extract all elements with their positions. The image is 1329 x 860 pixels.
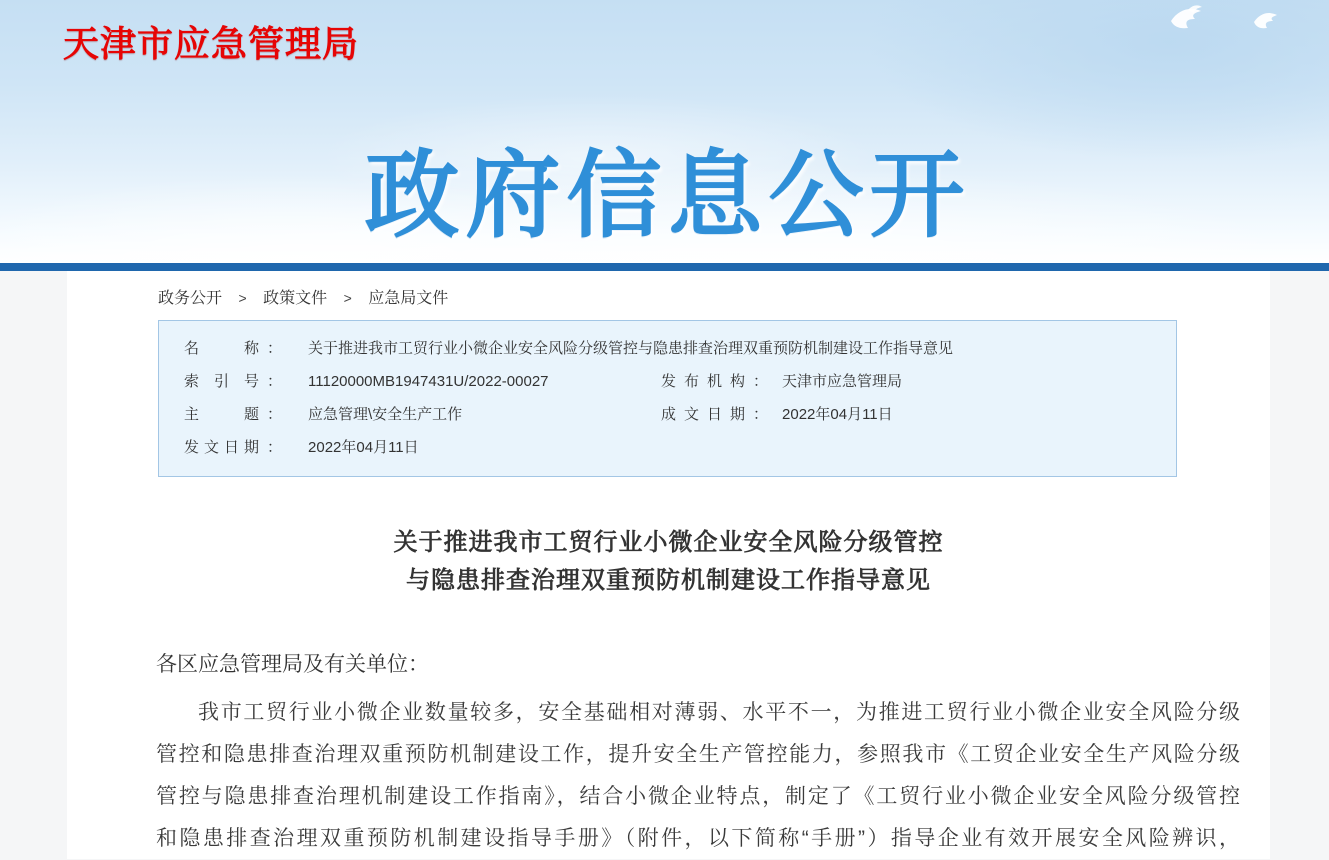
paragraph-line: 我市工贸行业小微企业数量较多，安全基础相对薄弱、水平不一，为推进工贸行业小微企业安全风险分级 — [198, 701, 1240, 724]
meta-col-publisher — [661, 365, 902, 398]
meta-publisher-value: 天津市应急管理局 — [782, 373, 903, 390]
document-title — [67, 524, 1270, 600]
content-panel — [67, 271, 1270, 859]
breadcrumb-item-yingjijuwenjian[interactable]: 应急局文件 — [368, 290, 449, 307]
meta-subject-value: 应急管理\安全生产工作 — [308, 406, 463, 423]
paragraph-line: 和隐患排查治理双重预防机制建设指导手册》（附件，以下简称“手册”）指导企业有效开展安全风险辨识， — [156, 827, 1240, 850]
meta-colon: ： — [753, 406, 769, 423]
blue-divider-bar — [0, 263, 1329, 271]
dove-icon — [1168, 4, 1210, 32]
meta-publisher-label: 发布机构 — [661, 373, 745, 390]
meta-row-name — [159, 332, 1176, 365]
salutation: 各区应急管理局及有关单位： — [156, 653, 429, 676]
meta-name-value: 关于推进我市工贸行业小微企业安全风险分级管控与隐患排查治理双重预防机制建设工作指导意见 — [308, 340, 954, 357]
dove-icon — [1252, 9, 1282, 31]
meta-colon: ： — [753, 373, 769, 390]
meta-name-label: 名称 — [184, 340, 259, 357]
meta-subject-label: 主题 — [184, 406, 259, 423]
meta-row-index — [159, 365, 1176, 398]
banner-title: 政府信息公开 — [364, 143, 971, 249]
header-banner — [0, 0, 1329, 263]
document-title-line1: 关于推进我市工贸行业小微企业安全风险分级管控 — [393, 529, 944, 556]
breadcrumb-item-zhengwugongkai[interactable]: 政务公开 — [158, 290, 223, 307]
document-title-line2: 与隐患排查治理双重预防机制建设工作指导意见 — [406, 567, 931, 594]
meta-row-subject — [159, 398, 1176, 431]
paragraph-line: 管控和隐患排查治理双重预防机制建设工作，提升安全生产管控能力，参照我市《工贸企业安全生产风险分级 — [156, 743, 1240, 766]
meta-index-label: 索引号 — [184, 373, 259, 390]
paragraph-line: 管控与隐患排查治理机制建设工作指南》，结合小微企业特点，制定了《工贸行业小微企业安全风险分级管控 — [156, 785, 1240, 808]
meta-colon: ： — [267, 373, 283, 390]
meta-colon: ： — [267, 406, 283, 423]
meta-issue-date-value: 2022年04月11日 — [308, 439, 419, 456]
document-body — [156, 692, 1240, 860]
breadcrumb — [158, 285, 448, 308]
meta-written-date-label: 成文日期 — [661, 406, 745, 423]
document-meta-table — [158, 320, 1177, 477]
meta-colon: ： — [267, 439, 283, 456]
breadcrumb-separator: > — [343, 290, 352, 306]
breadcrumb-separator: > — [238, 290, 247, 306]
meta-issue-date-label: 发文日期 — [184, 439, 259, 456]
meta-written-date-value: 2022年04月11日 — [782, 406, 893, 423]
meta-col-written-date — [661, 398, 893, 431]
breadcrumb-item-zhengcewenjian[interactable]: 政策文件 — [263, 290, 328, 307]
meta-colon: ： — [267, 340, 283, 357]
meta-index-value: 11120000MB1947431U/2022-00027 — [308, 373, 549, 390]
org-name: 天津市应急管理局 — [63, 23, 360, 64]
meta-row-issue-date — [159, 431, 1176, 464]
